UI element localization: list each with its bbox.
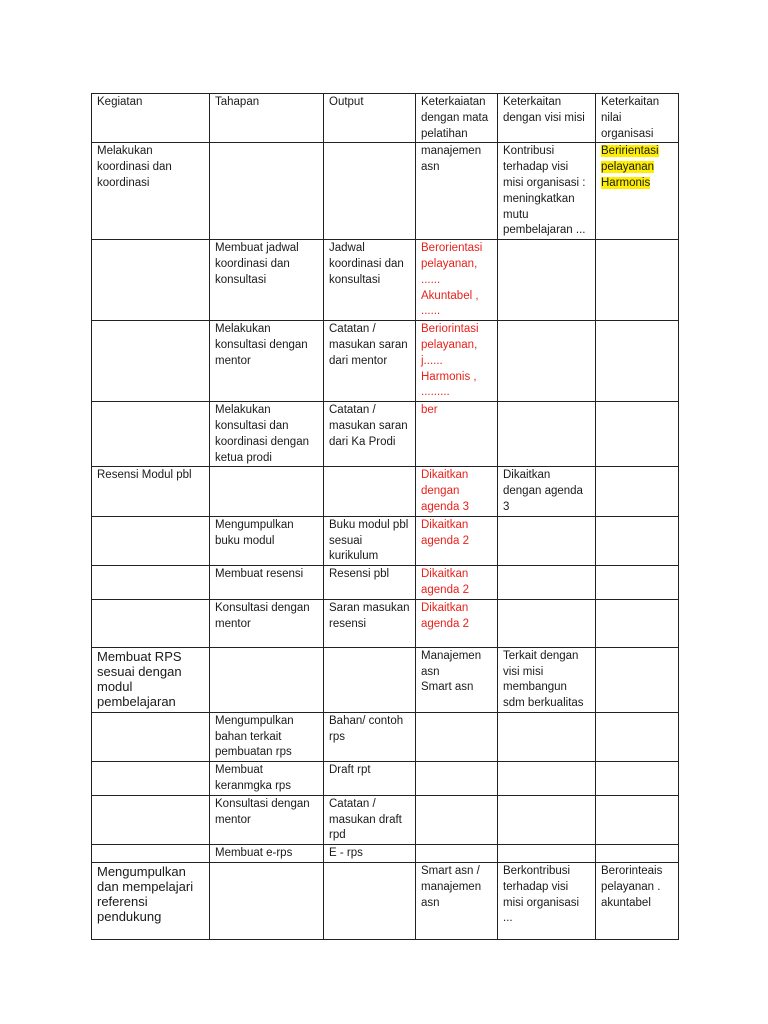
cell-nilai-organisasi <box>596 762 679 796</box>
text-line: ...... <box>421 273 441 286</box>
cell-mata-pelatihan: ber <box>416 402 498 467</box>
cell-tahapan <box>210 143 324 240</box>
header-tahapan: Tahapan <box>210 94 324 143</box>
cell-visi-misi <box>498 795 596 844</box>
cell-nilai-organisasi <box>596 516 679 565</box>
cell-output: Jadwal koordinasi dan konsultasi <box>324 240 416 321</box>
activity-table <box>91 93 679 940</box>
cell-kegiatan: Melakukan koordinasi dan koordinasi <box>92 143 210 240</box>
cell-mata-pelatihan <box>416 762 498 796</box>
cell-visi-misi <box>498 762 596 796</box>
table-row <box>92 863 679 940</box>
cell-mata-pelatihan <box>416 712 498 761</box>
cell-tahapan: Mengumpulkan buku modul <box>210 516 324 565</box>
header-mata-pelatihan: Keterkaiatan dengan mata pelatihan <box>416 94 498 143</box>
cell-nilai-organisasi <box>596 566 679 600</box>
table-row <box>92 647 679 712</box>
text-line: Harmonis , <box>421 370 477 383</box>
cell-output <box>324 647 416 712</box>
cell-kegiatan: Mengumpulkan dan mempelajari referensi pendukung <box>92 863 210 940</box>
table-row <box>92 402 679 467</box>
cell-tahapan: Melakukan konsultasi dan koordinasi dengan ketua prodi <box>210 402 324 467</box>
text-line: ......... <box>421 386 450 399</box>
cell-tahapan <box>210 863 324 940</box>
table-header-row <box>92 94 679 143</box>
cell-nilai-organisasi <box>596 647 679 712</box>
cell-nilai-organisasi <box>596 845 679 863</box>
cell-mata-pelatihan: Dikaitkan dengan agenda 3 <box>416 467 498 516</box>
header-kegiatan: Kegiatan <box>92 94 210 143</box>
cell-nilai-organisasi <box>596 143 679 240</box>
cell-visi-misi <box>498 599 596 647</box>
text-line: asn <box>421 665 440 678</box>
cell-kegiatan <box>92 402 210 467</box>
cell-mata-pelatihan: manajemen asn <box>416 143 498 240</box>
cell-kegiatan <box>92 599 210 647</box>
header-visi-misi: Keterkaitan dengan visi misi <box>498 94 596 143</box>
header-nilai-organisasi: Keterkaitan nilai organisasi <box>596 94 679 143</box>
cell-tahapan: Konsultasi dengan mentor <box>210 795 324 844</box>
cell-mata-pelatihan <box>416 240 498 321</box>
cell-kegiatan: Resensi Modul pbl <box>92 467 210 516</box>
text-line: j...... <box>421 354 443 367</box>
table-row <box>92 845 679 863</box>
cell-visi-misi <box>498 566 596 600</box>
cell-kegiatan <box>92 762 210 796</box>
cell-nilai-organisasi <box>596 467 679 516</box>
cell-output <box>324 467 416 516</box>
cell-output: Buku modul pbl sesuai kurikulum <box>324 516 416 565</box>
table-row <box>92 712 679 761</box>
cell-mata-pelatihan <box>416 321 498 402</box>
cell-mata-pelatihan: Dikaitkan agenda 2 <box>416 599 498 647</box>
cell-kegiatan <box>92 712 210 761</box>
cell-kegiatan <box>92 795 210 844</box>
cell-nilai-organisasi <box>596 795 679 844</box>
cell-output: Resensi pbl <box>324 566 416 600</box>
cell-visi-misi <box>498 845 596 863</box>
cell-visi-misi: Terkait dengan visi misi membangun sdm berkualitas <box>498 647 596 712</box>
cell-output <box>324 863 416 940</box>
cell-visi-misi: Dikaitkan dengan agenda 3 <box>498 467 596 516</box>
cell-nilai-organisasi <box>596 402 679 467</box>
cell-kegiatan <box>92 845 210 863</box>
cell-output: Bahan/ contoh rps <box>324 712 416 761</box>
text-line: Beriorintasi <box>421 323 479 336</box>
cell-tahapan: Membuat keranmgka rps <box>210 762 324 796</box>
cell-kegiatan <box>92 240 210 321</box>
cell-tahapan: Membuat e-rps <box>210 845 324 863</box>
table-row <box>92 467 679 516</box>
cell-nilai-organisasi <box>596 321 679 402</box>
cell-tahapan: Melakukan konsultasi dengan mentor <box>210 321 324 402</box>
text-line: Berorientasi <box>421 242 483 255</box>
text-line: Smart asn <box>421 681 474 694</box>
table-row <box>92 762 679 796</box>
highlighted-text: Beririentasi pelayanan Harmonis <box>601 145 659 189</box>
text-line: Akuntabel , <box>421 289 479 302</box>
cell-kegiatan: Membuat RPS sesuai dengan modul pembelajaran <box>92 647 210 712</box>
table-row <box>92 321 679 402</box>
cell-mata-pelatihan: Dikaitkan agenda 2 <box>416 516 498 565</box>
cell-output: Catatan / masukan draft rpd <box>324 795 416 844</box>
table-row <box>92 516 679 565</box>
cell-output <box>324 143 416 240</box>
cell-kegiatan <box>92 566 210 600</box>
cell-visi-misi: Kontribusi terhadap visi misi organisasi : meningkatkan mutu pembelajaran ... <box>498 143 596 240</box>
text-line: ...... <box>421 305 441 318</box>
table-row <box>92 599 679 647</box>
cell-kegiatan <box>92 321 210 402</box>
table-row <box>92 143 679 240</box>
text-line: pelayanan, <box>421 338 478 351</box>
cell-visi-misi <box>498 321 596 402</box>
cell-nilai-organisasi <box>596 599 679 647</box>
cell-visi-misi: Berkontribusi terhadap visi misi organisasi ... <box>498 863 596 940</box>
cell-nilai-organisasi: Berorinteais pelayanan . akuntabel <box>596 863 679 940</box>
cell-nilai-organisasi <box>596 240 679 321</box>
table-row <box>92 240 679 321</box>
header-output: Output <box>324 94 416 143</box>
cell-visi-misi <box>498 516 596 565</box>
cell-mata-pelatihan <box>416 845 498 863</box>
cell-visi-misi <box>498 712 596 761</box>
text-line: pelayanan, <box>421 257 478 270</box>
cell-output: Draft rpt <box>324 762 416 796</box>
table-row <box>92 795 679 844</box>
cell-output: Catatan / masukan saran dari Ka Prodi <box>324 402 416 467</box>
cell-output: E - rps <box>324 845 416 863</box>
table-row <box>92 566 679 600</box>
cell-visi-misi <box>498 240 596 321</box>
cell-mata-pelatihan <box>416 795 498 844</box>
cell-output: Saran masukan resensi <box>324 599 416 647</box>
cell-tahapan: Membuat resensi <box>210 566 324 600</box>
text-line: Manajemen <box>421 649 482 662</box>
cell-mata-pelatihan: Smart asn / manajemen asn <box>416 863 498 940</box>
cell-kegiatan <box>92 516 210 565</box>
cell-mata-pelatihan: Dikaitkan agenda 2 <box>416 566 498 600</box>
cell-mata-pelatihan <box>416 647 498 712</box>
cell-output: Catatan / masukan saran dari mentor <box>324 321 416 402</box>
cell-tahapan <box>210 647 324 712</box>
cell-tahapan <box>210 467 324 516</box>
cell-tahapan: Membuat jadwal koordinasi dan konsultasi <box>210 240 324 321</box>
cell-tahapan: Mengumpulkan bahan terkait pembuatan rps <box>210 712 324 761</box>
cell-visi-misi <box>498 402 596 467</box>
cell-nilai-organisasi <box>596 712 679 761</box>
cell-tahapan: Konsultasi dengan mentor <box>210 599 324 647</box>
